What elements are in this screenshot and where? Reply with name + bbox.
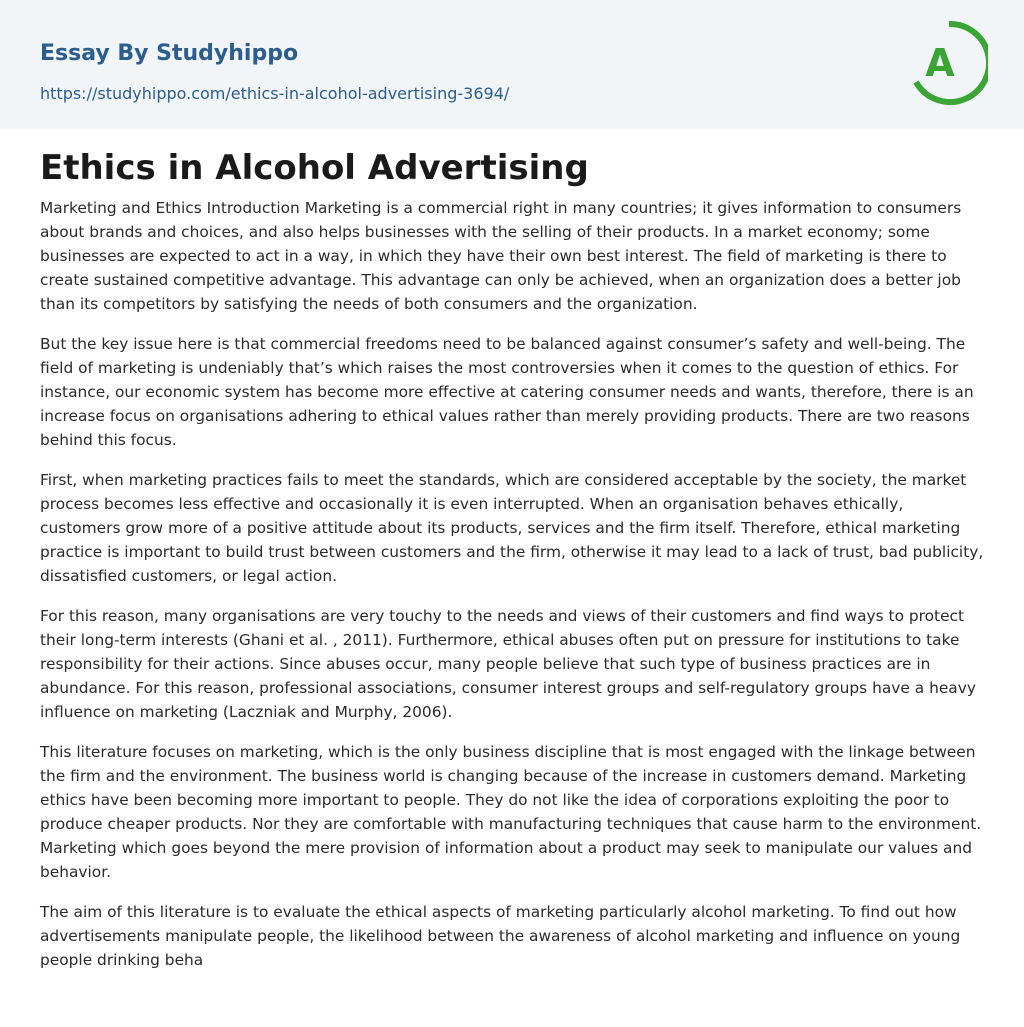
- brand-title[interactable]: Essay By Studyhippo: [40, 41, 299, 66]
- logo-letter: A: [925, 41, 955, 85]
- studyhippo-logo-icon[interactable]: [910, 18, 988, 106]
- article-paragraph: First, when marketing practices fails to meet the standards, which are considered acceptable by the society, the market process becomes less effective and occasionally it is even interrupted. When an organisation behaves ethically, customers grow more of a positive attitude about its products, services and the firm itself. Therefore, ethical marketing practice is important to build trust between customers and the firm, otherwise it may lead to a lack of trust, bad publicity, dissatisfied customers, or legal action.: [40, 471, 984, 585]
- article-paragraph: This literature focuses on marketing, which is the only business discipline that is most engaged with the linkage between the firm and the environment. The business world is changing because of the increase in customers demand. Marketing ethics have been becoming more important to people. They do not like the idea of corporations exploiting the poor to produce cheaper products. Nor they are comfortable with manufacturing techniques that cause harm to the environment. Marketing which goes beyond the mere provision of information about a product may seek to manipulate our values and behavior.: [40, 743, 982, 881]
- article-paragraph: But the key issue here is that commercial freedoms need to be balanced against consumer’s safety and well-being. The field of marketing is undeniably that’s which raises the most controversies when it comes to the question of ethics. For instance, our economic system has become more effective at catering consumer needs and wants, therefore, there is an increase focus on organisations adhering to ethical values rather than merely providing products. There are two reasons behind this focus.: [40, 335, 974, 449]
- article: [40, 145, 988, 988]
- article-paragraph: For this reason, many organisations are very touchy to the needs and views of their customers and find ways to protect their long-term interests (Ghani et al. , 2011). Furthermore, ethical abuses often put on pressure for institutions to take responsibility for their actions. Since abuses occur, many people believe that such type of business practices are in abundance. For this reason, professional associations, consumer interest groups and self-regulatory groups have a heavy influence on marketing (Laczniak and Murphy, 2006).: [40, 607, 976, 721]
- site-header: [0, 0, 1024, 129]
- source-url-link[interactable]: https://studyhippo.com/ethics-in-alcohol-advertising-3694/: [40, 84, 510, 103]
- article-paragraph: The aim of this literature is to evaluate the ethical aspects of marketing particularly alcohol marketing. To find out how advertisements manipulate people, the likelihood between the awareness of alcohol marketing and influence on young people drinking beha: [40, 903, 961, 969]
- page-title: Ethics in Alcohol Advertising: [40, 148, 589, 188]
- article-paragraph: Marketing and Ethics Introduction Marketing is a commercial right in many countries; it gives information to consumers about brands and choices, and also helps businesses with the selling of their products. In a market economy; some businesses are expected to act in a way, in which they have their own best interest. The field of marketing is there to create sustained competitive advantage. This advantage can only be achieved, when an organization does a better job than its competitors by satisfying the needs of both consumers and the organization.: [40, 199, 962, 313]
